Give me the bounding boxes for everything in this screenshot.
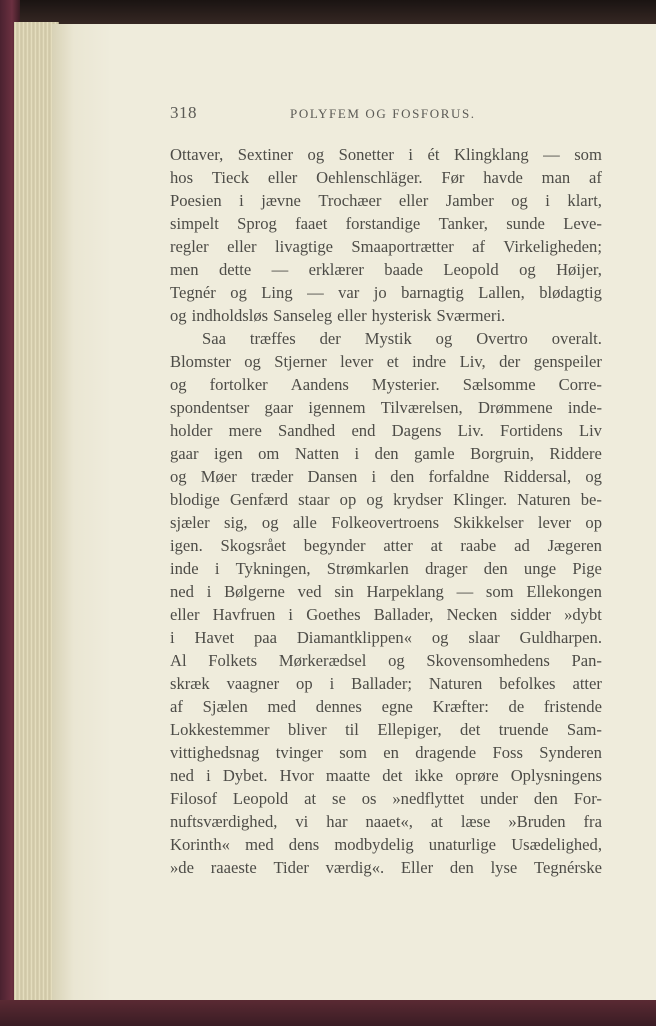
- text-line: Blomster og Stjerner lever et indre Liv, der genspeiler: [170, 352, 602, 371]
- body-text: [170, 143, 602, 879]
- text-line: Saa træffes der Mystik og Overtro overalt.: [202, 329, 602, 348]
- book-cover-bottom: [0, 1000, 656, 1026]
- text-line: simpelt Sprog faaet forstandige Tanker, sunde Leve-: [170, 214, 602, 233]
- text-line: Tegnér og Ling — var jo barnagtig Lallen, blødagtig: [170, 283, 602, 302]
- text-line: og Møer træder Dansen i den forfaldne Riddersal, og: [170, 467, 602, 486]
- text-line: men dette — erklærer baade Leopold og Høijer,: [170, 260, 602, 279]
- text-line: eller Havfruen i Goethes Ballader, Necken sidder »dybt: [170, 605, 602, 624]
- text-line: ned i Dybet. Hvor maatte det ikke oprøre Oplysningens: [170, 766, 602, 785]
- text-line: blodige Genfærd staar op og krydser Klinger. Naturen be-: [170, 490, 602, 509]
- text-line: igen. Skogsrået begynder atter at raabe ad Jægeren: [170, 536, 602, 555]
- text-line: sjæler sig, og alle Folkeovertroens Skikkelser lever op: [170, 513, 602, 532]
- text-line: hos Tieck eller Oehlenschläger. Før havde man af: [170, 168, 602, 187]
- text-line: i Havet paa Diamantklippen« og slaar Guldharpen.: [170, 628, 602, 647]
- text-line: Filosof Leopold at se os »nedflyttet under den For-: [170, 789, 602, 808]
- text-line: og indholdsløs Sanseleg eller hysterisk Sværmeri.: [170, 306, 506, 325]
- text-line: Korinth« med dens modbydelig unaturlige Usædelighed,: [170, 835, 602, 854]
- page-header: [170, 103, 630, 125]
- text-line: regler eller livagtige Smaaportrætter af Virkeligheden;: [170, 237, 602, 256]
- text-line: skræk vaagner op i Ballader; Naturen befolkes atter: [170, 674, 602, 693]
- text-line: og fortolker Aandens Mysterier. Sælsomme Corre-: [170, 375, 602, 394]
- text-line: spondentser gaar igennem Tilværelsen, Drømmene inde-: [170, 398, 602, 417]
- text-line: holder mere Sandhed end Dagens Liv. Fortidens Liv: [170, 421, 602, 440]
- text-line: vittighedsnag tvinger som en dragende Foss Synderen: [170, 743, 602, 762]
- running-title: POLYFEM OG FOSFORUS.: [290, 106, 476, 121]
- text-line: gaar igen om Natten i den gamle Borgruin, Riddere: [170, 444, 602, 463]
- text-line: Lokkestemmer bliver til Ellepiger, det truende Sam-: [170, 720, 602, 739]
- text-line: nuftsværdighed, vi har naaet«, at læse »Bruden fra: [170, 812, 602, 831]
- text-line: Al Folkets Mørkerædsel og Skovensomhedens Pan-: [170, 651, 602, 670]
- text-line: ned i Bølgerne ved sin Harpeklang — som Ellekongen: [170, 582, 602, 601]
- text-line: inde i Tykningen, Strømkarlen drager den unge Pige: [170, 559, 602, 578]
- text-line: af Sjælen med dennes egne Kræfter: de fristende: [170, 697, 602, 716]
- text-line: »de raaeste Tider værdig«. Eller den lyse Tegnérske: [170, 858, 602, 877]
- text-line: Ottaver, Sextiner og Sonetter i ét Klingklang — som: [170, 145, 602, 164]
- page-number: 318: [170, 103, 197, 122]
- text-line: Poesien i jævne Trochæer eller Jamber og i klart,: [170, 191, 602, 210]
